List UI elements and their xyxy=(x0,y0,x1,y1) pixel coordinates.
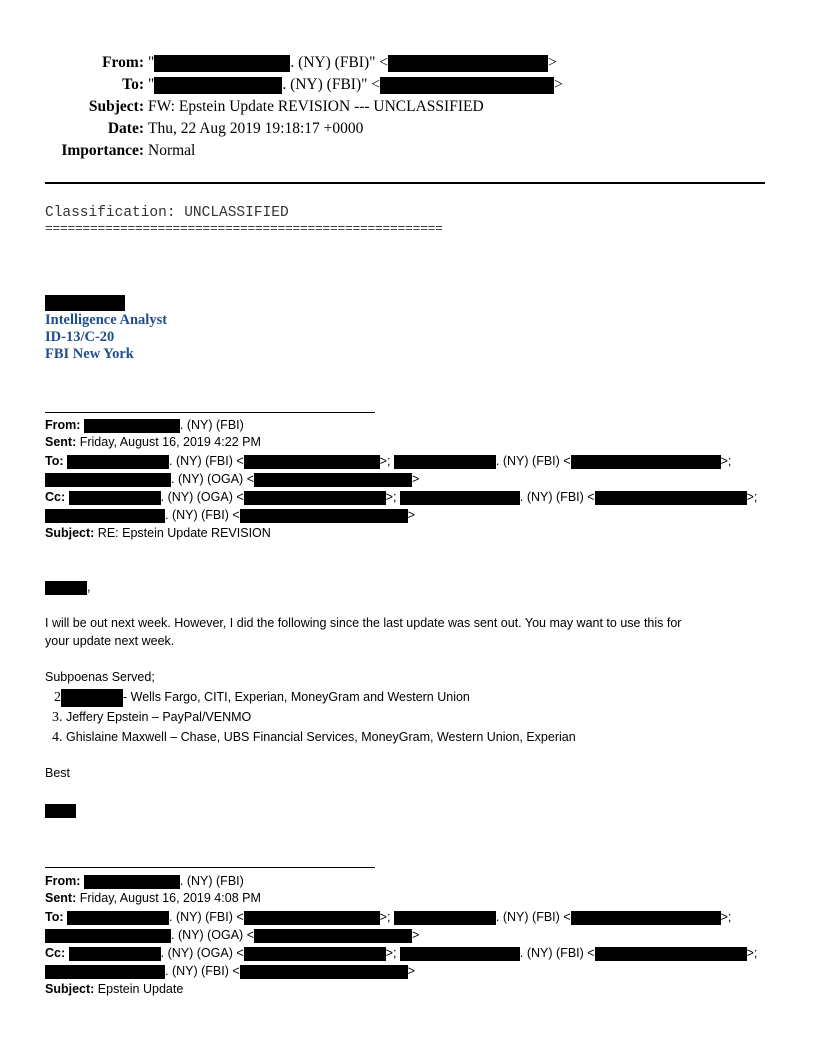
redaction-block xyxy=(45,929,171,943)
redaction-block xyxy=(244,947,386,961)
email1-paragraph-line1: I will be out next week. However, I did the following since the last update was sent out. You may want to use this for xyxy=(45,616,682,630)
subject-label: Subject: xyxy=(88,98,144,115)
email1-cc-line2: . (NY) (FBI) < > xyxy=(45,507,415,523)
email1-to-line2: . (NY) (OGA) < > xyxy=(45,471,419,487)
email2-cc: Cc: . (NY) (OGA) < >; . (NY) (FBI) < >; xyxy=(45,946,758,960)
subpoena-item-4: 4. Ghislaine Maxwell – Chase, UBS Financial Services, MoneyGram, Western Union, Experian xyxy=(52,730,576,745)
redaction-block xyxy=(45,581,87,595)
redaction-block xyxy=(45,965,165,979)
subpoena-item-2: 2 - Wells Fargo, CITI, Experian, MoneyGram and Western Union xyxy=(54,690,470,705)
redaction-block xyxy=(67,455,169,469)
email2-sent: Sent: Friday, August 16, 2019 4:08 PM xyxy=(45,891,261,905)
signature-office: FBI New York xyxy=(45,346,134,362)
importance-value: Normal xyxy=(148,142,196,159)
redaction-block xyxy=(571,455,721,469)
redaction-block xyxy=(254,473,412,487)
redaction-block xyxy=(595,491,747,505)
redaction-block xyxy=(240,509,408,523)
email2-subject: Subject: Epstein Update xyxy=(45,982,184,996)
redaction-block xyxy=(400,947,520,961)
subpoena-item-3: 3. Jeffery Epstein – PayPal/VENMO xyxy=(52,710,252,725)
redaction-block xyxy=(244,911,380,925)
to-label: To: xyxy=(122,76,144,93)
email1-to: To: . (NY) (FBI) < >; . (NY) (FBI) < >; xyxy=(45,454,732,468)
header-divider xyxy=(45,182,765,184)
signature-title: Intelligence Analyst xyxy=(45,312,168,328)
redaction-block xyxy=(244,455,380,469)
redaction-block xyxy=(254,929,412,943)
redaction-block xyxy=(388,55,548,72)
classification-label: Classification: UNCLASSIFIED xyxy=(45,205,289,221)
signature-id: ID-13/C-20 xyxy=(45,329,115,345)
redaction-block xyxy=(45,509,165,523)
redaction-block xyxy=(67,911,169,925)
date-label: Date: xyxy=(107,120,144,137)
redaction-block xyxy=(380,77,554,94)
email2-from: From: . (NY) (FBI) xyxy=(45,874,244,888)
email1-subject: Subject: RE: Epstein Update REVISION xyxy=(45,526,271,540)
redaction-block xyxy=(154,77,282,94)
from-value: " . (NY) (FBI)" < > xyxy=(148,54,557,71)
email-divider xyxy=(45,412,375,413)
redaction-block xyxy=(154,55,290,72)
redaction-block xyxy=(394,455,496,469)
email1-cc: Cc: . (NY) (OGA) < >; . (NY) (FBI) < >; xyxy=(45,490,758,504)
from-label: From: xyxy=(102,54,144,71)
email2-to-line2: . (NY) (OGA) < > xyxy=(45,927,419,943)
email1-from: From: . (NY) (FBI) xyxy=(45,418,244,432)
classification-divider: ===================================================== xyxy=(45,221,443,236)
email1-signoff-redacted xyxy=(45,802,76,820)
redaction-block xyxy=(45,473,171,487)
redaction-block xyxy=(69,491,161,505)
redaction-block xyxy=(571,911,721,925)
date-value: Thu, 22 Aug 2019 19:18:17 +0000 xyxy=(148,120,364,137)
email1-sent: Sent: Friday, August 16, 2019 4:22 PM xyxy=(45,435,261,449)
redaction-block xyxy=(595,947,747,961)
redaction-block xyxy=(84,419,180,433)
redaction-block xyxy=(45,295,125,311)
email1-greeting: , xyxy=(45,578,90,596)
email1-closing: Best xyxy=(45,766,71,780)
importance-label: Importance: xyxy=(61,142,144,159)
redaction-block xyxy=(84,875,180,889)
redaction-block xyxy=(240,965,408,979)
email2-cc-line2: . (NY) (FBI) < > xyxy=(45,963,415,979)
subject-value: FW: Epstein Update REVISION --- UNCLASSIFIED xyxy=(148,98,484,115)
subpoena-list-title: Subpoenas Served; xyxy=(45,670,155,684)
email2-to: To: . (NY) (FBI) < >; . (NY) (FBI) < >; xyxy=(45,910,732,924)
redaction-block xyxy=(45,804,76,818)
redaction-block xyxy=(394,911,496,925)
redaction-block xyxy=(61,689,123,707)
redaction-block xyxy=(69,947,161,961)
email-divider xyxy=(45,867,375,868)
redaction-block xyxy=(400,491,520,505)
signature-name-redacted xyxy=(45,294,125,312)
email1-paragraph-line2: your update next week. xyxy=(45,634,175,648)
redaction-block xyxy=(244,491,386,505)
to-value: " . (NY) (FBI)" < > xyxy=(148,76,563,93)
